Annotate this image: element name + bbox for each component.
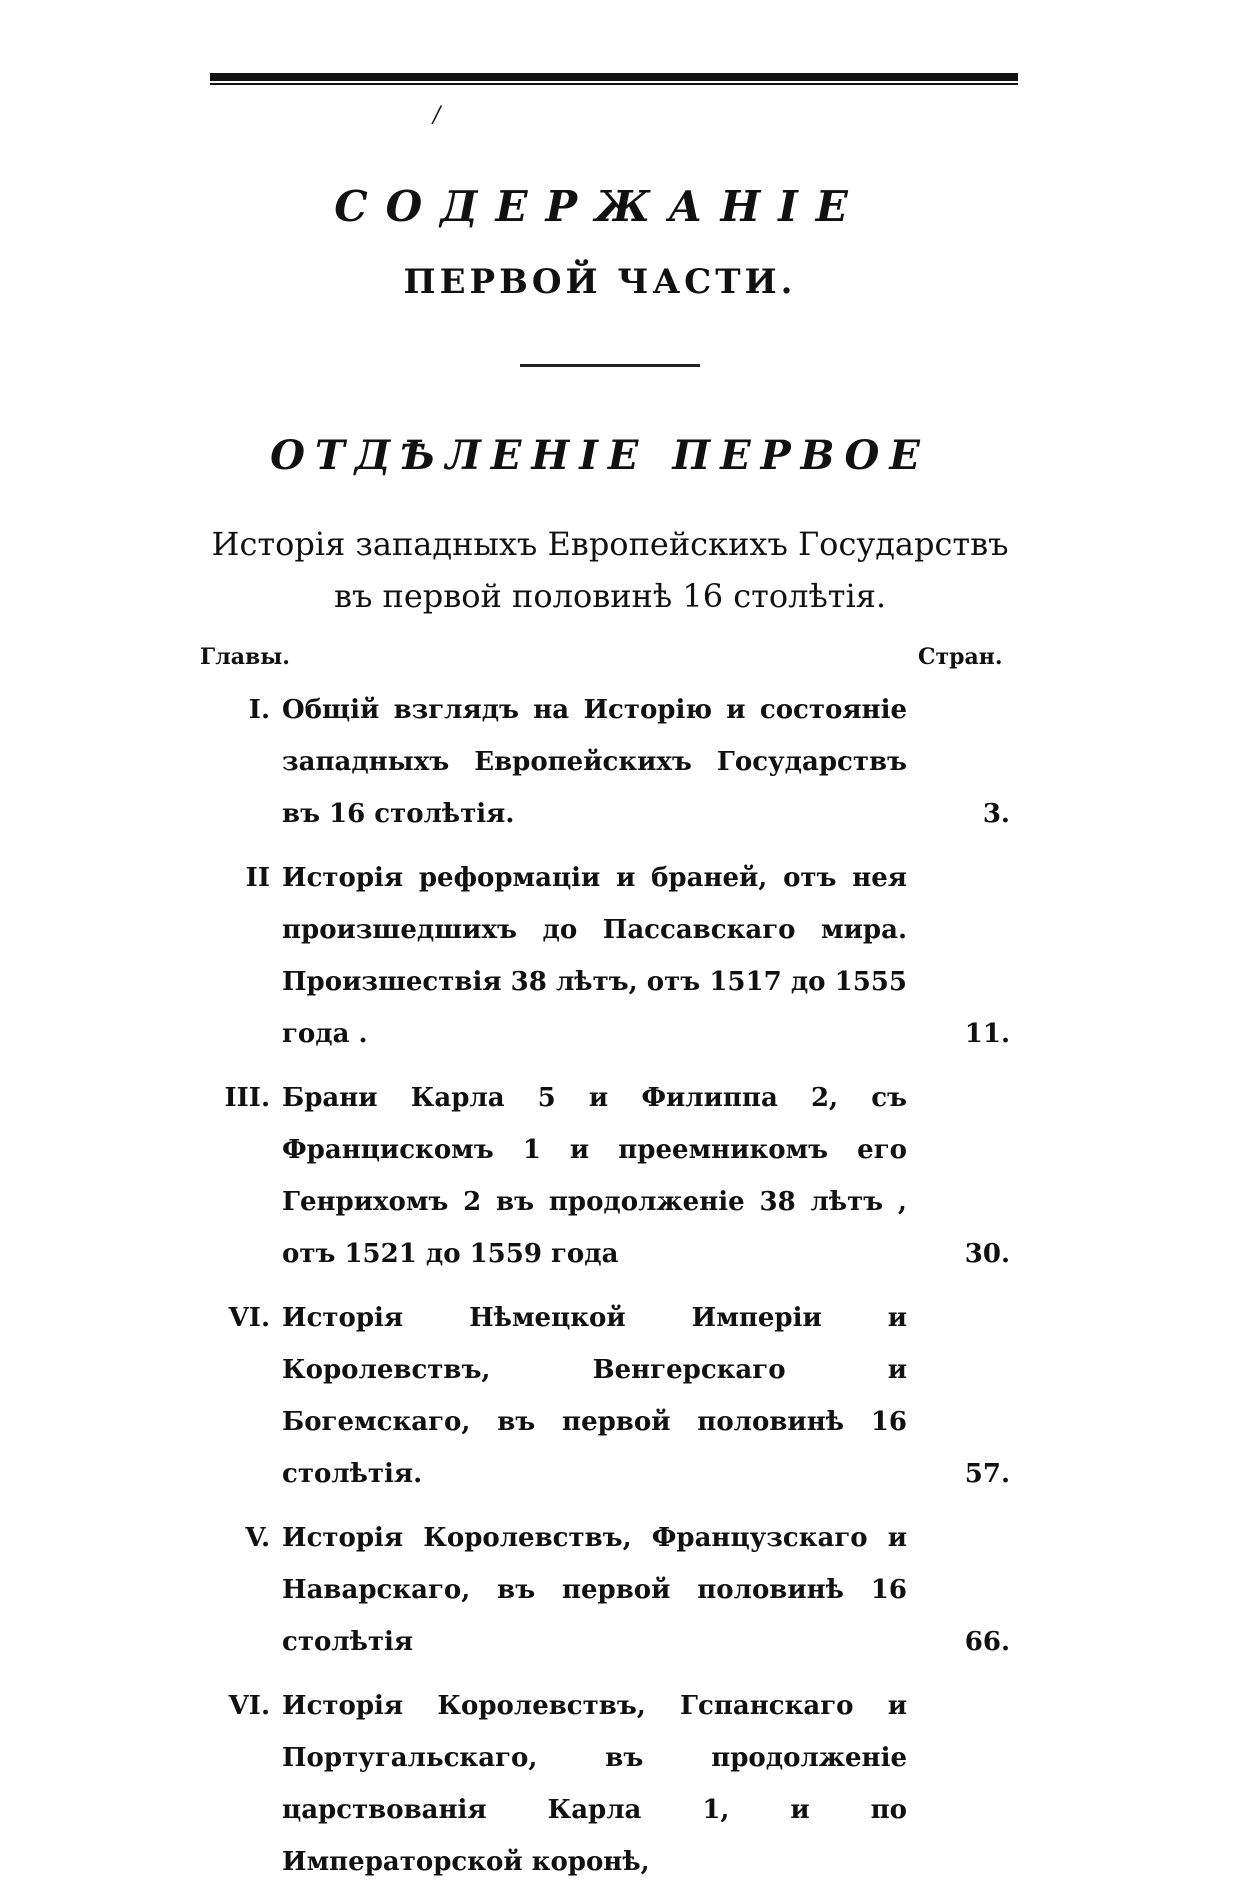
chapter-title: Исторія Нѣмецкой Имперіи и Королевствъ, Венгерскаго и Богемскаго, въ первой половинѣ 16 столѣтія. [282,1303,907,1489]
section-subtitle-line-2: въ первой половинѣ 16 столѣтія. [333,577,887,615]
top-rule-thick-line [210,73,1018,81]
page-number: 66. [964,1627,1010,1657]
page-number: 11. [964,1019,1010,1049]
chapters-column-header: Главы. [200,644,290,670]
chapter-title: Общій взглядъ на Исторію и состояніе западныхъ Европейскихъ Государствъ въ 16 столѣтія. [282,695,907,829]
toc-entry [200,684,1020,840]
toc-entry [200,852,1020,1060]
toc-entry [200,1512,1020,1668]
toc-entry [200,1072,1020,1280]
toc-entry [200,1680,1020,1888]
page-number: 30. [964,1239,1010,1269]
chapter-title: Брани Карла 5 и Филиппа 2, съ Францискомъ 1 и преемникомъ его Генрихомъ 2 въ продолженіе 38 лѣтъ , отъ 1521 до 1559 года [282,1083,907,1269]
section-subtitle-line-1: Исторія западныхъ Европейскихъ Государствъ [211,525,1009,563]
title-divider [520,364,700,367]
top-ornamental-rule [210,73,1018,85]
section-subtitle [190,518,1030,622]
chapter-number: III. [224,1083,270,1113]
stray-ink-mark: / [433,103,441,128]
pages-column-header: Стран. [918,644,1003,670]
chapter-title: Исторія Королевствъ, Французскаго и Наварскаго, въ первой половинѣ 16 столѣтія [282,1523,907,1657]
part-subtitle: ПЕРВОЙ ЧАСТИ. [403,262,797,302]
top-rule-thin-line [210,83,1018,85]
chapter-number: V. [245,1523,270,1553]
chapter-title: Исторія Королевствъ, Гспанскаго и Португальскаго, въ продолженіе царствованія Карла 1, и по Императорской коронѣ, [282,1691,907,1877]
toc-entry [200,1292,1020,1500]
chapter-title: Исторія реформаціи и браней, отъ нея произшедшихъ до Пассавскаго мира. Произшествія 38 лѣтъ, отъ 1517 до 1555 года . [282,863,907,1049]
page-number: 3. [982,799,1010,829]
contents-title: СОДЕРЖАНІЕ [334,182,866,231]
toc-list [200,684,1020,1900]
page-number: 57. [964,1459,1010,1489]
chapter-number: VI. [228,1691,270,1721]
chapter-number: II [245,863,270,893]
chapter-number: VI. [228,1303,270,1333]
chapter-number: I. [248,695,270,725]
section-title: ОТДѢЛЕНІЕ ПЕРВОЕ [270,432,930,479]
